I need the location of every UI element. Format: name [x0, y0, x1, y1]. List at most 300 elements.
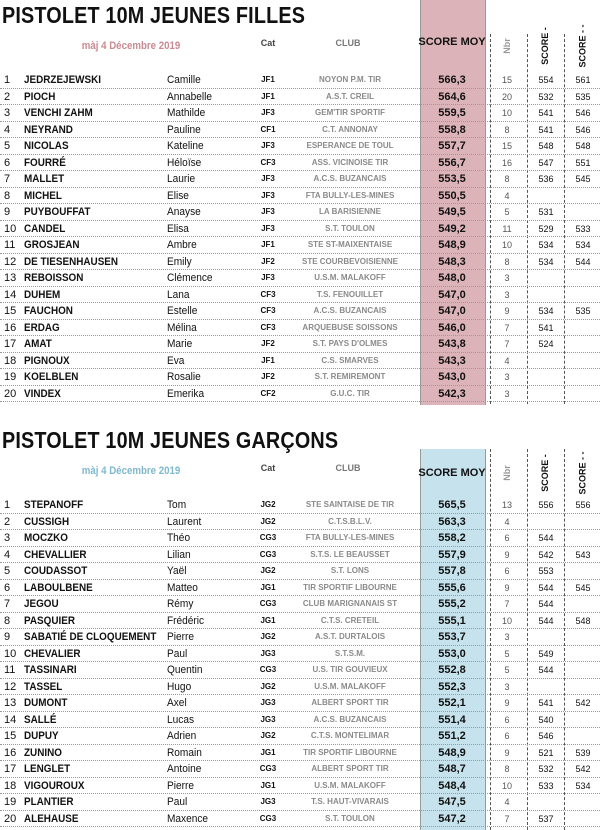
- last-name-cell: PASQUIER: [24, 614, 75, 627]
- table-row: [0, 695, 600, 712]
- club-cell: ALBERT SPORT TIR: [311, 764, 389, 773]
- table-row: [0, 72, 600, 89]
- first-name-cell: Adrien: [167, 730, 197, 742]
- score-1-cell: 532: [538, 91, 554, 102]
- score-2-cell: [568, 336, 598, 353]
- rank-cell: 3: [4, 107, 11, 119]
- table-row: [0, 745, 600, 762]
- table-row: [0, 287, 600, 304]
- category-cell: JF1: [261, 91, 275, 101]
- score-2-cell: [568, 514, 598, 531]
- category-cell: CF3: [260, 289, 276, 299]
- rank-cell: 4: [4, 548, 11, 561]
- rank-cell: 12: [4, 680, 17, 693]
- score-2-cell: [568, 794, 598, 811]
- header-cat: Cat: [260, 463, 276, 473]
- rank-cell: 7: [4, 173, 11, 185]
- nbr-cell: 8: [504, 256, 510, 267]
- boys-rows: [0, 497, 600, 827]
- score-1-cell: 546: [538, 731, 554, 741]
- score-moy-cell: 559,5: [438, 107, 466, 119]
- first-name-cell: Rémy: [167, 598, 194, 610]
- table-row: [0, 629, 600, 646]
- first-name-cell: Romain: [167, 746, 202, 759]
- category-cell: JG1: [260, 747, 276, 757]
- club-cell: ESPERANCE DE TOUL: [306, 141, 394, 150]
- last-name-cell: CHEVALIER: [24, 647, 81, 660]
- score-1-cell: 544: [538, 615, 554, 626]
- header-nbr: [496, 449, 518, 497]
- table-row: [0, 662, 600, 679]
- category-cell: JG2: [260, 632, 276, 641]
- score-1-cell: 529: [538, 223, 554, 234]
- header-score-1: [534, 449, 556, 497]
- score-moy-cell: 547,0: [438, 288, 466, 301]
- score-moy-cell: 558,2: [438, 532, 466, 544]
- table-row: [0, 646, 600, 663]
- nbr-cell: 3: [504, 632, 510, 642]
- rank-cell: 2: [4, 515, 11, 528]
- score-moy-cell: 547,0: [438, 305, 466, 317]
- score-moy-cell: 548,9: [438, 746, 466, 759]
- score-moy-cell: 553,5: [438, 173, 466, 185]
- score-2-cell: 534: [575, 240, 591, 250]
- last-name-cell: DUHEM: [24, 288, 61, 301]
- category-cell: CF3: [260, 157, 276, 167]
- category-cell: JG1: [260, 615, 276, 625]
- nbr-cell: 3: [504, 273, 510, 283]
- last-name-cell: REBOISSON: [24, 272, 84, 284]
- header-club: CLUB: [335, 38, 361, 48]
- rank-cell: 6: [4, 581, 11, 594]
- rank-cell: 1: [4, 74, 11, 86]
- last-name-cell: NICOLAS: [24, 140, 69, 152]
- first-name-cell: Estelle: [167, 305, 198, 317]
- last-name-cell: PUYBOUFFAT: [24, 206, 91, 218]
- category-cell: JG3: [260, 698, 276, 707]
- first-name-cell: Héloïse: [167, 156, 202, 169]
- category-cell: JG3: [260, 714, 276, 724]
- boys-ranking-section: [0, 425, 600, 830]
- last-name-cell: DUPUY: [24, 730, 59, 742]
- header-score-2-label: SCORE - -: [577, 24, 588, 68]
- score-1-cell: 553: [538, 566, 554, 576]
- category-cell: JG2: [260, 731, 276, 740]
- category-cell: JF2: [261, 372, 275, 381]
- score-1-cell: [531, 514, 561, 531]
- score-moy-cell: 550,5: [438, 189, 466, 202]
- table-row: [0, 613, 600, 630]
- nbr-cell: 15: [501, 141, 512, 151]
- last-name-cell: ZUNINO: [24, 746, 62, 759]
- club-cell: STE COURBEVOISIENNE: [301, 256, 398, 266]
- first-name-cell: Tom: [167, 499, 187, 511]
- last-name-cell: GROSJEAN: [24, 239, 80, 251]
- score-1-cell: 549: [538, 648, 554, 659]
- nbr-cell: 6: [504, 566, 510, 576]
- club-cell: ALBERT SPORT TIR: [311, 698, 389, 707]
- score-moy-cell: 551,2: [438, 730, 466, 742]
- rank-cell: 10: [4, 222, 17, 235]
- nbr-cell: 4: [504, 190, 510, 201]
- first-name-cell: Anayse: [167, 206, 201, 218]
- score-moy-cell: 548,0: [438, 272, 466, 284]
- category-cell: JF3: [261, 108, 275, 117]
- nbr-cell: 7: [504, 599, 510, 609]
- last-name-cell: JEGOU: [24, 598, 59, 610]
- last-name-cell: KOELBLEN: [24, 371, 79, 383]
- score-2-cell: 542: [575, 764, 591, 774]
- last-name-cell: SABATIÉ DE CLOQUEMENT: [24, 631, 157, 643]
- category-cell: JF3: [261, 207, 275, 216]
- score-2-cell: 551: [575, 157, 591, 168]
- header-nbr: [496, 14, 518, 78]
- category-cell: CF2: [260, 388, 276, 398]
- table-row: [0, 563, 600, 580]
- score-moy-cell: 553,7: [438, 631, 466, 643]
- nbr-cell: 7: [504, 322, 510, 333]
- score-1-cell: 547: [538, 157, 554, 168]
- rank-cell: 5: [4, 565, 11, 577]
- score-2-cell: [568, 287, 598, 304]
- first-name-cell: Matteo: [167, 581, 198, 594]
- category-cell: CG3: [259, 813, 277, 823]
- rank-cell: 10: [4, 647, 17, 660]
- club-cell: A.C.S. BUZANCAIS: [313, 306, 387, 315]
- last-name-cell: NEYRAND: [24, 123, 73, 136]
- nbr-cell: 4: [504, 355, 510, 366]
- score-2-cell: 548: [575, 615, 591, 626]
- first-name-cell: Quentin: [167, 664, 203, 676]
- rank-cell: 9: [4, 206, 11, 218]
- first-name-cell: Elisa: [167, 222, 189, 235]
- nbr-cell: 9: [504, 306, 510, 316]
- score-moy-cell: 566,3: [438, 74, 466, 86]
- rank-cell: 20: [4, 387, 17, 400]
- score-1-cell: 544: [538, 533, 554, 543]
- club-cell: S.T. LONS: [330, 566, 370, 575]
- score-1-cell: [531, 369, 561, 386]
- score-2-cell: 545: [575, 174, 591, 184]
- first-name-cell: Rosalie: [167, 371, 201, 383]
- category-cell: CG3: [259, 764, 277, 773]
- nbr-cell: 3: [504, 681, 510, 692]
- club-cell: NOYON P.M. TIR: [318, 75, 382, 84]
- table-row: [0, 369, 600, 386]
- score-2-cell: 546: [575, 124, 591, 135]
- category-cell: JG2: [260, 566, 276, 575]
- nbr-cell: 6: [504, 731, 510, 741]
- last-name-cell: VENCHI ZAHM: [24, 107, 93, 119]
- table-row: [0, 254, 600, 271]
- table-row: [0, 336, 600, 353]
- rank-cell: 14: [4, 288, 17, 301]
- table-row: [0, 237, 600, 254]
- nbr-cell: 10: [501, 780, 512, 791]
- category-cell: JG2: [260, 500, 276, 509]
- club-cell: U.S. TIR GOUVIEUX: [312, 665, 388, 674]
- score-moy-cell: 548,7: [438, 763, 466, 775]
- score-moy-cell: 549,5: [438, 206, 466, 218]
- club-cell: TIR SPORTIF LIBOURNE: [303, 582, 397, 592]
- score-2-cell: [568, 320, 598, 337]
- nbr-cell: 5: [504, 665, 510, 675]
- last-name-cell: COUDASSOT: [24, 565, 88, 577]
- score-moy-cell: 552,8: [438, 664, 466, 676]
- club-cell: C.S. SMARVES: [321, 355, 379, 365]
- nbr-cell: 7: [504, 813, 510, 824]
- nbr-cell: 9: [504, 698, 510, 708]
- score-1-cell: 531: [538, 207, 554, 217]
- score-2-cell: [568, 629, 598, 646]
- club-cell: TIR SPORTIF LIBOURNE: [303, 747, 397, 757]
- score-2-cell: 545: [575, 582, 591, 593]
- first-name-cell: Emily: [167, 255, 192, 268]
- header-score-moy: SCORE MOY: [418, 36, 486, 48]
- score-1-cell: 548: [538, 141, 554, 151]
- nbr-cell: 8: [504, 124, 510, 135]
- club-cell: CLUB MARIGNANAIS ST: [302, 599, 398, 608]
- club-cell: LA BARISIENNE: [319, 207, 381, 216]
- score-1-cell: [531, 794, 561, 811]
- table-row: [0, 270, 600, 287]
- first-name-cell: Eva: [167, 354, 185, 367]
- score-2-cell: 535: [575, 306, 591, 316]
- category-cell: JF1: [261, 75, 275, 84]
- update-date: màj 4 Décembre 2019: [81, 40, 181, 52]
- table-row: [0, 530, 600, 547]
- club-cell: A.S.T. CREIL: [325, 91, 374, 101]
- score-1-cell: 534: [538, 306, 554, 316]
- score-2-cell: [568, 811, 598, 828]
- last-name-cell: TASSINARI: [24, 664, 77, 676]
- score-moy-cell: 555,1: [438, 614, 466, 627]
- score-moy-cell: 556,7: [438, 156, 466, 169]
- last-name-cell: PIOCH: [24, 90, 56, 103]
- first-name-cell: Mathilde: [167, 107, 206, 119]
- nbr-cell: 9: [504, 582, 510, 593]
- score-2-cell: 535: [575, 91, 591, 102]
- last-name-cell: FOURRÉ: [24, 156, 66, 169]
- score-1-cell: 544: [538, 582, 554, 593]
- first-name-cell: Théo: [167, 532, 191, 544]
- score-2-cell: 543: [575, 549, 591, 560]
- header-score-1-label: SCORE -: [540, 454, 551, 492]
- nbr-cell: 16: [501, 157, 512, 168]
- last-name-cell: DE TIESENHAUSEN: [24, 255, 119, 268]
- category-cell: JG1: [260, 780, 276, 790]
- score-moy-cell: 548,9: [438, 239, 466, 251]
- first-name-cell: Mélina: [167, 321, 197, 334]
- category-cell: JF2: [261, 339, 275, 348]
- table-row: [0, 547, 600, 564]
- club-cell: G.U.C. TIR: [330, 388, 370, 398]
- rank-cell: 2: [4, 90, 11, 103]
- header-club: CLUB: [335, 463, 361, 473]
- first-name-cell: Pierre: [167, 631, 194, 643]
- first-name-cell: Laurie: [167, 173, 196, 185]
- rank-cell: 16: [4, 746, 17, 759]
- last-name-cell: AMAT: [24, 338, 52, 350]
- score-2-cell: [568, 596, 598, 613]
- header-score-1: [534, 14, 556, 78]
- rank-cell: 4: [4, 123, 11, 136]
- table-row: [0, 188, 600, 205]
- girls-ranking-section: [0, 0, 600, 405]
- category-cell: JG2: [260, 516, 276, 526]
- update-date: màj 4 Décembre 2019: [81, 465, 181, 477]
- score-1-cell: 554: [538, 75, 554, 85]
- club-cell: U.S.M. MALAKOFF: [314, 681, 386, 691]
- score-1-cell: 556: [538, 500, 554, 510]
- first-name-cell: Elise: [167, 189, 189, 202]
- score-2-cell: 542: [575, 698, 591, 708]
- table-row: [0, 811, 600, 828]
- score-moy-cell: 543,3: [438, 354, 466, 367]
- score-1-cell: 521: [538, 747, 554, 758]
- nbr-cell: 3: [504, 289, 510, 300]
- rank-cell: 1: [4, 499, 11, 511]
- score-1-cell: [531, 629, 561, 646]
- table-row: [0, 596, 600, 613]
- club-cell: S.T.S.M.: [334, 648, 366, 658]
- table-row: [0, 155, 600, 172]
- club-cell: U.S.M. MALAKOFF: [314, 273, 386, 282]
- last-name-cell: TASSEL: [24, 680, 63, 693]
- club-cell: ASS. VICINOISE TIR: [311, 157, 389, 167]
- score-moy-cell: 543,0: [438, 371, 466, 383]
- category-cell: CF3: [260, 306, 276, 315]
- category-cell: CG3: [259, 599, 277, 608]
- first-name-cell: Paul: [167, 647, 188, 660]
- rank-cell: 14: [4, 713, 17, 726]
- club-cell: C.T.S.B.L.V.: [328, 516, 372, 526]
- rank-cell: 6: [4, 156, 11, 169]
- rank-cell: 7: [4, 598, 11, 610]
- score-moy-cell: 542,3: [438, 387, 466, 400]
- category-cell: CF3: [260, 322, 276, 332]
- score-moy-cell: 546,0: [438, 321, 466, 334]
- score-moy-cell: 557,8: [438, 565, 466, 577]
- last-name-cell: MICHEL: [24, 189, 62, 202]
- first-name-cell: Frédéric: [167, 614, 205, 627]
- last-name-cell: CANDEL: [24, 222, 66, 235]
- score-2-cell: [568, 369, 598, 386]
- score-1-cell: 541: [538, 698, 554, 708]
- first-name-cell: Axel: [167, 697, 187, 709]
- score-1-cell: 541: [538, 322, 554, 333]
- score-moy-cell: 548,3: [438, 255, 466, 268]
- first-name-cell: Pierre: [167, 779, 194, 792]
- club-cell: GEM'TIR SPORTIF: [315, 108, 385, 117]
- score-2-cell: [568, 728, 598, 745]
- score-moy-cell: 543,8: [438, 338, 466, 350]
- table-row: [0, 514, 600, 531]
- score-1-cell: 537: [538, 813, 554, 824]
- nbr-cell: 9: [504, 549, 510, 560]
- club-cell: U.S.M. MALAKOFF: [314, 780, 386, 790]
- club-cell: STE SAINTAISE DE TIR: [305, 500, 395, 509]
- first-name-cell: Clémence: [167, 272, 213, 284]
- last-name-cell: LABOULBENE: [24, 581, 93, 594]
- score-2-cell: [568, 563, 598, 580]
- score-1-cell: [531, 679, 561, 696]
- score-1-cell: 534: [538, 240, 554, 250]
- table-row: [0, 778, 600, 795]
- category-cell: CG3: [259, 665, 277, 674]
- category-cell: CF1: [260, 124, 276, 134]
- table-row: [0, 89, 600, 106]
- score-2-cell: 546: [575, 108, 591, 118]
- score-1-cell: [531, 270, 561, 287]
- last-name-cell: ALEHAUSE: [24, 812, 79, 825]
- score-1-cell: 544: [538, 665, 554, 675]
- club-cell: A.C.S. BUZANCAIS: [313, 714, 387, 724]
- nbr-cell: 5: [504, 207, 510, 217]
- nbr-cell: 3: [504, 388, 510, 399]
- nbr-cell: 10: [501, 240, 512, 250]
- first-name-cell: Marie: [167, 338, 193, 350]
- category-cell: JF3: [261, 174, 275, 183]
- category-cell: JF3: [261, 141, 275, 150]
- table-row: [0, 794, 600, 811]
- club-cell: S.T. REMIREMONT: [314, 372, 386, 381]
- category-cell: JG2: [260, 681, 276, 691]
- last-name-cell: STEPANOFF: [24, 499, 84, 511]
- score-2-cell: 561: [575, 75, 591, 85]
- score-moy-cell: 553,0: [438, 647, 466, 660]
- nbr-cell: 9: [504, 747, 510, 758]
- first-name-cell: Yaël: [167, 565, 187, 577]
- first-name-cell: Lilian: [167, 548, 191, 561]
- category-cell: JF3: [261, 223, 275, 233]
- score-moy-cell: 565,5: [438, 499, 466, 511]
- nbr-cell: 4: [504, 797, 510, 807]
- score-1-cell: 524: [538, 339, 554, 349]
- score-1-cell: 532: [538, 764, 554, 774]
- category-cell: JF1: [261, 355, 275, 365]
- score-2-cell: [568, 188, 598, 205]
- club-cell: S.T. PAYS D'OLMES: [312, 339, 388, 348]
- last-name-cell: MALLET: [24, 173, 65, 185]
- nbr-cell: 20: [501, 91, 512, 102]
- rank-cell: 8: [4, 614, 11, 627]
- table-row: [0, 679, 600, 696]
- rank-cell: 13: [4, 272, 17, 284]
- table-row: [0, 303, 600, 320]
- club-cell: T.S. HAUT-VIVARAIS: [311, 797, 389, 806]
- table-row: [0, 122, 600, 139]
- last-name-cell: CHEVALLIER: [24, 548, 87, 561]
- club-cell: C.T.S. MONTELIMAR: [310, 731, 390, 740]
- first-name-cell: Pauline: [167, 123, 201, 136]
- last-name-cell: MOCZKO: [24, 532, 69, 544]
- category-cell: CG3: [259, 549, 277, 559]
- score-moy-cell: 558,8: [438, 123, 466, 136]
- club-cell: FTA BULLY-LES-MINES: [305, 190, 395, 200]
- category-cell: CG3: [259, 533, 277, 542]
- rank-cell: 15: [4, 305, 17, 317]
- rank-cell: 13: [4, 697, 17, 709]
- club-cell: S.T. TOULON: [325, 223, 375, 233]
- table-row: [0, 105, 600, 122]
- score-moy-cell: 555,2: [438, 598, 466, 610]
- score-moy-cell: 547,5: [438, 796, 466, 808]
- table-row: [0, 204, 600, 221]
- score-1-cell: 534: [538, 256, 554, 267]
- rank-cell: 8: [4, 189, 11, 202]
- score-1-cell: 533: [538, 780, 554, 791]
